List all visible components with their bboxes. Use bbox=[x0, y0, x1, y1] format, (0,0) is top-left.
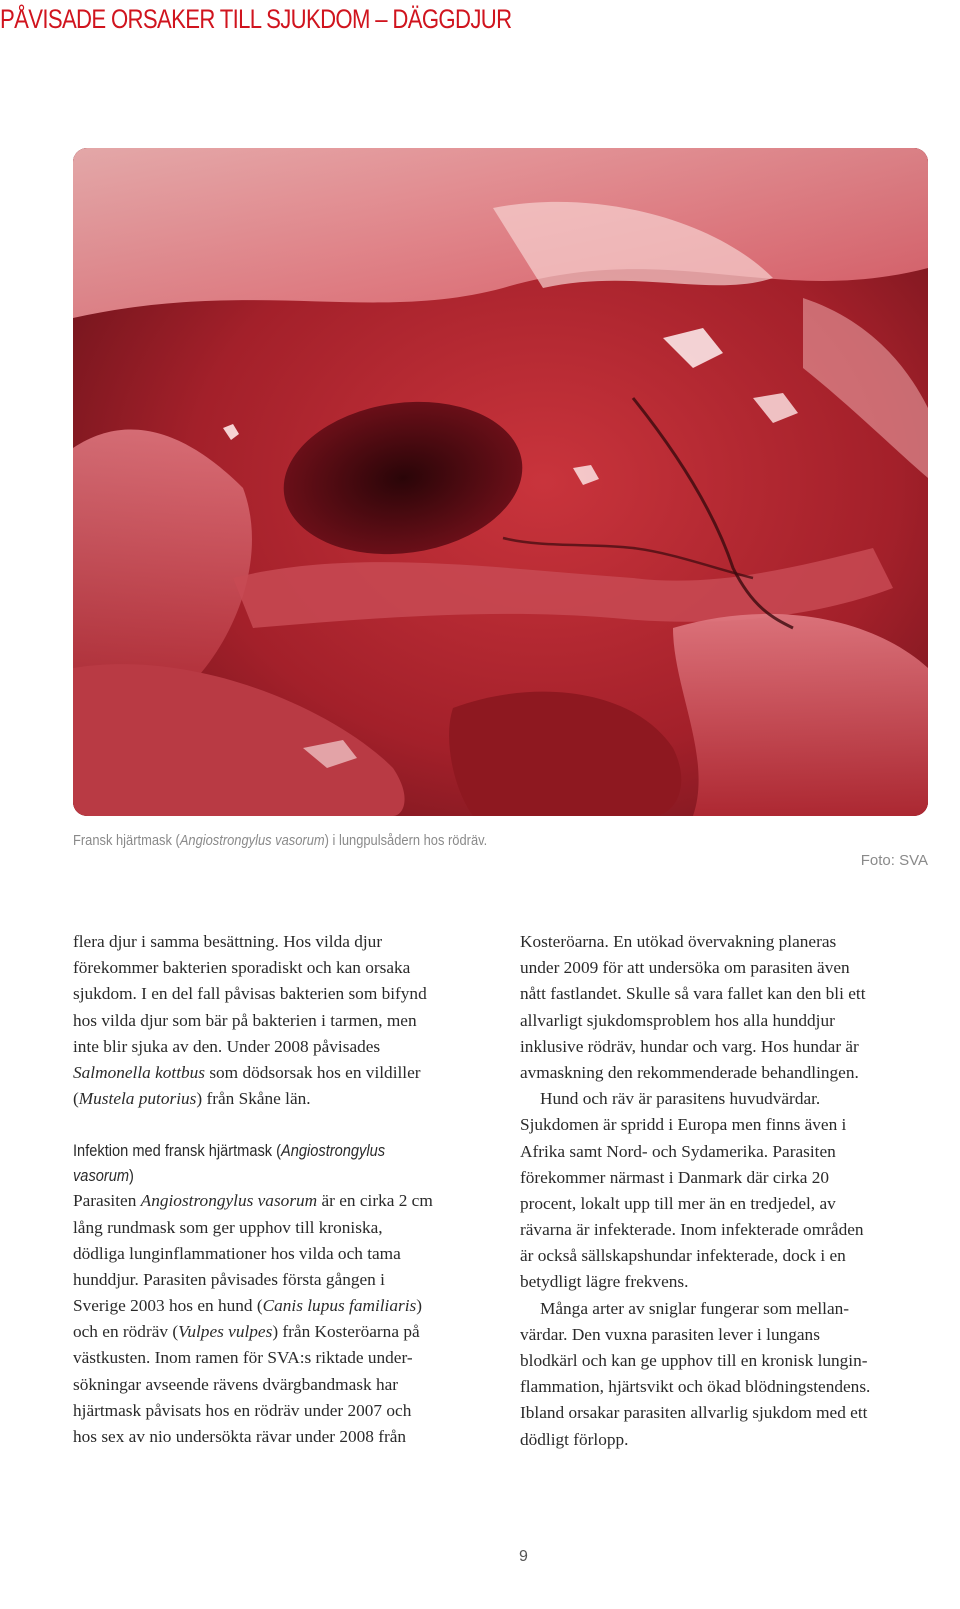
subheading-text: ) bbox=[129, 1166, 134, 1186]
paragraph-line: hos vilda djur som bär på bakterien i tarmen, men bbox=[73, 1010, 417, 1030]
paragraph-line: dödliga lunginflammationer hos vilda och tama bbox=[73, 1243, 401, 1263]
paragraph-line: procent, lokalt upp till mer än en tredjedel, av bbox=[520, 1193, 836, 1213]
paragraph-line: sjukdom. I en del fall påvisas bakterien som bifynd bbox=[73, 984, 427, 1004]
species-name: Mustela putorius bbox=[78, 1089, 197, 1109]
paragraph-line bbox=[73, 1188, 473, 1214]
figure-caption bbox=[73, 832, 487, 849]
photo-credit: Foto: SVA bbox=[860, 852, 928, 869]
paragraph-line: flera djur i samma besättning. Hos vilda djur bbox=[73, 932, 383, 951]
page-number: 9 bbox=[519, 1548, 528, 1565]
line-text: som dödsorsak hos en vildiller bbox=[205, 1062, 421, 1082]
paragraph-line: hjärtmask påvisats hos en rödräv under 2007 och bbox=[73, 1400, 412, 1420]
figure-photo-heartworm bbox=[73, 148, 928, 816]
paragraph-line: Afrika samt Nord- och Sydamerika. Parasiten bbox=[520, 1141, 836, 1161]
paragraph-line: förekommer närmast i Danmark där cirka 20 bbox=[520, 1167, 830, 1187]
section-subheading bbox=[73, 1138, 417, 1188]
paragraph-line: västkusten. Inom ramen för SVA:s riktade under- bbox=[73, 1348, 413, 1368]
paragraph-line: Kosteröarna. En utökad övervakning planeras bbox=[520, 932, 837, 951]
text-column-left bbox=[73, 929, 473, 1450]
species-name: Canis lupus familiaris bbox=[262, 1296, 417, 1316]
subheading-text: Infektion med fransk hjärtmask ( bbox=[73, 1141, 282, 1161]
paragraph-line: Ibland orsakar parasiten allvarlig sjukdom med ett bbox=[520, 1403, 868, 1423]
photo-illustration bbox=[73, 148, 928, 816]
paragraph-line: blodkärl och kan ge upphov till en kronisk lungin- bbox=[520, 1351, 868, 1370]
page-header-title: PÅVISADE ORSAKER TILL SJUKDOM – DÄGGDJUR bbox=[0, 4, 512, 34]
species-name: Angiostrongylus vasorum bbox=[140, 1191, 318, 1211]
paragraph-line: betydligt lägre frekvens. bbox=[520, 1272, 689, 1292]
paragraph-line: under 2009 för att undersöka om parasiten även bbox=[520, 958, 850, 978]
paragraph-line: hos sex av nio undersökta rävar under 2008 från bbox=[73, 1427, 407, 1446]
line-text: ) från Skåne län. bbox=[196, 1089, 311, 1109]
paragraph-line: avmaskning den rekommenderade behandlingen. bbox=[520, 1062, 859, 1082]
paragraph-line bbox=[73, 1293, 473, 1319]
paragraph-line: Sjukdomen är spridd i Europa men finns även i bbox=[520, 1115, 847, 1135]
species-name: Salmonella kottbus bbox=[73, 1062, 205, 1082]
line-text: ( bbox=[73, 1089, 79, 1109]
caption-text-post: ) i lungpulsådern hos rödräv. bbox=[324, 832, 488, 849]
paragraph-line: dödligt förlopp. bbox=[520, 1429, 629, 1449]
paragraph-line: värdar. Den vuxna parasiten lever i lungans bbox=[520, 1324, 820, 1344]
paragraph-line: förekommer bakterien sporadiskt och kan orsaka bbox=[73, 958, 411, 978]
paragraph-line bbox=[73, 1086, 473, 1112]
line-text: Parasiten bbox=[73, 1191, 141, 1211]
paragraph-line bbox=[73, 1319, 473, 1345]
paragraph-line: sökningar avseende rävens dvärgbandmask har bbox=[73, 1374, 399, 1394]
line-text: ) bbox=[416, 1296, 423, 1316]
caption-text-pre: Fransk hjärtmask ( bbox=[73, 832, 180, 849]
paragraph-line: Många arter av sniglar fungerar som mellan- bbox=[540, 1298, 850, 1318]
line-text: Sverige 2003 hos en hund ( bbox=[73, 1296, 263, 1316]
subheading-species: Angiostrongylus bbox=[281, 1141, 386, 1161]
text-column-right bbox=[520, 929, 930, 1453]
paragraph-line: rävarna är infekterade. Inom infekterade områden bbox=[520, 1220, 864, 1240]
paragraph-line: är också sällskapshundar infekterade, dock i en bbox=[520, 1246, 846, 1266]
paragraph-line: inklusive rödräv, hundar och varg. Hos hundar är bbox=[520, 1036, 859, 1056]
subheading-species: vasorum bbox=[73, 1166, 130, 1186]
paragraph-line: lång rundmask som ger upphov till kroniska, bbox=[73, 1217, 383, 1237]
paragraph-line: hunddjur. Parasiten påvisades första gången i bbox=[73, 1269, 385, 1289]
line-text: är en cirka 2 cm bbox=[317, 1191, 433, 1211]
paragraph-line bbox=[73, 1060, 473, 1086]
paragraph-line: flammation, hjärtsvikt och ökad blödningstendens. bbox=[520, 1377, 871, 1397]
paragraph-line: Hund och räv är parasitens huvudvärdar. bbox=[540, 1089, 821, 1109]
paragraph-line: inte blir sjuka av den. Under 2008 påvisades bbox=[73, 1036, 381, 1056]
line-text: och en rödräv ( bbox=[73, 1322, 179, 1342]
species-name: Vulpes vulpes bbox=[178, 1322, 273, 1342]
paragraph-line: allvarligt sjukdomsproblem hos alla hunddjur bbox=[520, 1010, 835, 1030]
line-text: ) från Kosteröarna på bbox=[272, 1322, 420, 1342]
paragraph-line: nått fastlandet. Skulle så vara fallet kan den bli ett bbox=[520, 984, 866, 1004]
caption-species: Angiostrongylus vasorum bbox=[179, 832, 325, 849]
